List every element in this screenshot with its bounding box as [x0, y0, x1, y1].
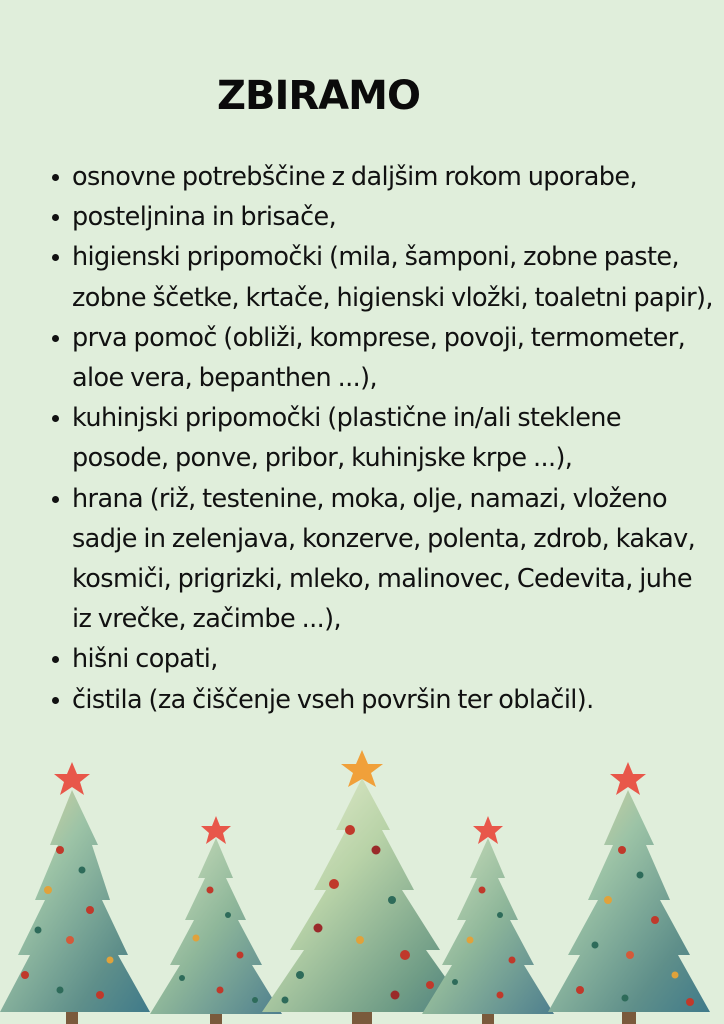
- list-item: hrana (riž, testenine, moka, olje, namazi, vloženo sadje in zelenjava, konzerve, polenta, zdrob, kakav, kosmiči, prigrizki, mleko, malinovec, Cedevita, juhe iz vrečke, začimbe ...),: [72, 479, 717, 640]
- tree-second: [150, 816, 282, 1024]
- tree-left: [0, 762, 150, 1024]
- list-item: osnovne potrebščine z daljšim rokom uporabe,: [72, 157, 717, 197]
- tree-fourth: [422, 816, 554, 1024]
- tree-center: [262, 750, 470, 1024]
- list-item: posteljnina in brisače,: [72, 197, 717, 237]
- list-item: hišni copati,: [72, 639, 717, 679]
- page-title: ZBIRAMO: [217, 73, 420, 119]
- list-item: kuhinjski pripomočki (plastične in/ali steklene posode, ponve, pribor, kuhinjske krpe ...),: [72, 398, 717, 478]
- list-item: higienski pripomočki (mila, šamponi, zobne paste, zobne ščetke, krtače, higienski vložki, toaletni papir),: [72, 237, 717, 317]
- christmas-trees-illustration: [0, 750, 724, 1024]
- list-item: prva pomoč (obliži, komprese, povoji, termometer, aloe vera, bepanthen ...),: [72, 318, 717, 398]
- collection-list: [72, 157, 717, 720]
- tree-right: [548, 762, 710, 1024]
- list-item: čistila (za čiščenje vseh površin ter oblačil).: [72, 680, 717, 720]
